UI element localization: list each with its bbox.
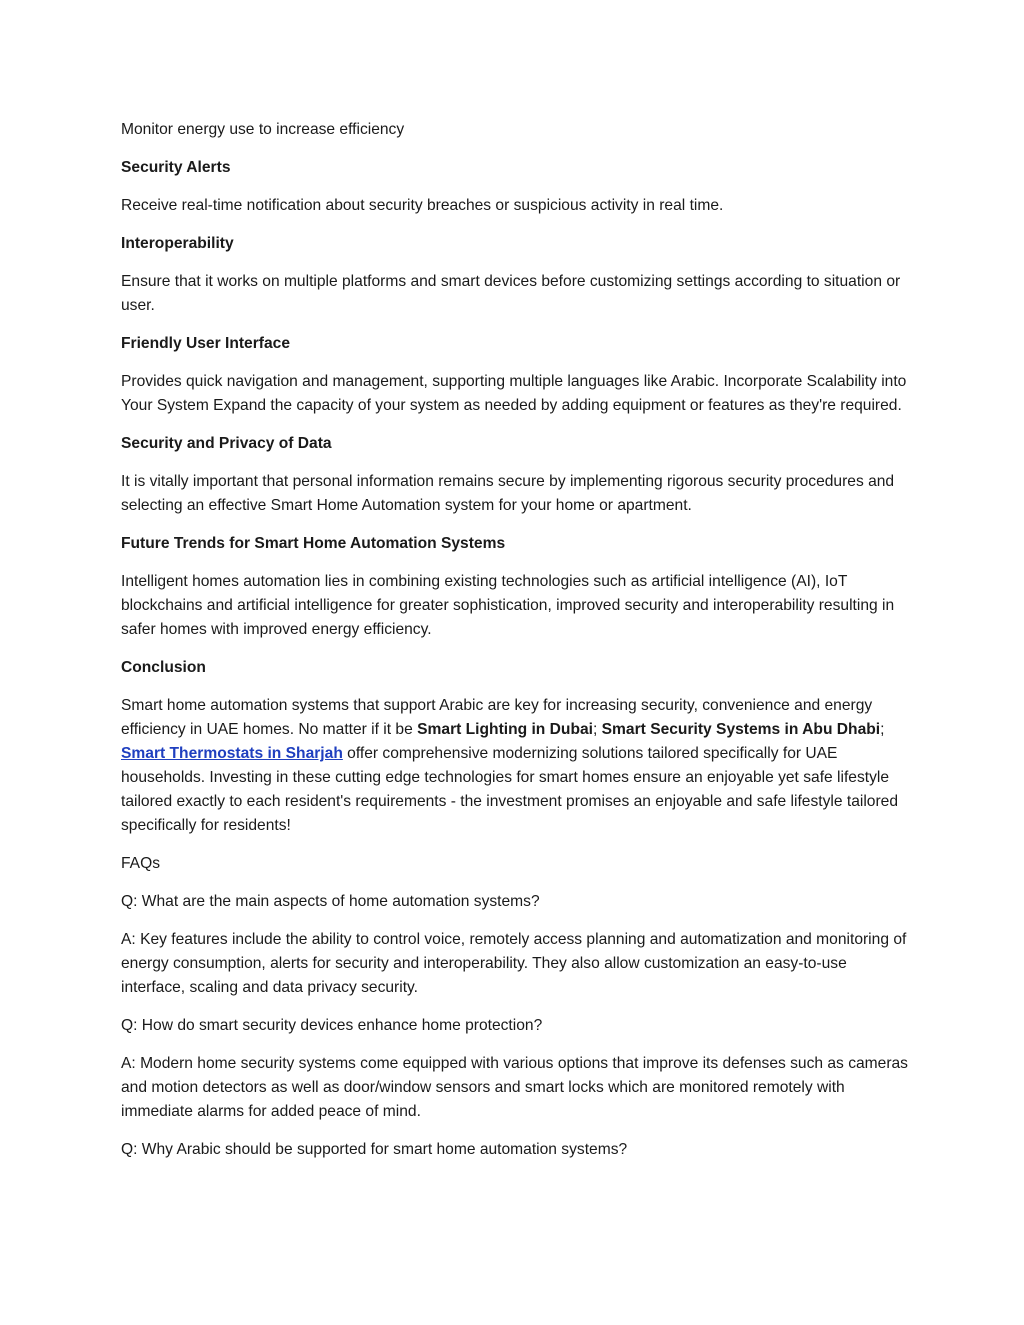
future-trends-heading: Future Trends for Smart Home Automation Systems [121, 535, 506, 552]
future-trends-text: Intelligent homes automation lies in combining existing technologies such as artificial intelligence (AI), IoT blockchains and artificial intelligence for greater sophistication, improved security and interoperability resulting in safer homes with improved energy efficiency. [121, 573, 895, 638]
separator: ; [592, 721, 602, 738]
monitor-energy-text: Monitor energy use to increase efficiency [121, 121, 405, 138]
friendly-ui-text: Provides quick navigation and management, supporting multiple languages like Arabic. Incorporate Scalability into Your System Expand the capacity of your system as needed by adding equipment or features as they're required. [121, 373, 907, 414]
faq-question: Q: Why Arabic should be supported for smart home automation systems? [121, 1141, 628, 1158]
privacy-heading: Security and Privacy of Data [121, 435, 332, 452]
smart-lighting-dubai: Smart Lighting in Dubai [417, 721, 593, 738]
conclusion-text-end: offer comprehensive modernizing solutions tailored specifically for UAE households. Investing in these cutting edge technologies for smart homes ensure an enjoyable yet safe lifestyle tailored exactly to each resident's requirements - the investment promises an enjoyable and safe lifestyle tailored specifically for residents! [121, 745, 899, 834]
conclusion-paragraph [121, 694, 911, 838]
smart-security-abu-dhabi: Smart Security Systems in Abu Dhabi [601, 721, 881, 738]
security-alerts-text: Receive real-time notification about security breaches or suspicious activity in real time. [121, 197, 724, 214]
interoperability-text: Ensure that it works on multiple platforms and smart devices before customizing settings according to situation or user. [121, 273, 901, 314]
smart-thermostats-sharjah-link[interactable]: Smart Thermostats in Sharjah [121, 745, 343, 762]
conclusion-heading: Conclusion [121, 659, 206, 676]
faq-question: Q: How do smart security devices enhance home protection? [121, 1017, 543, 1034]
conclusion-text-start: Smart home automation systems that support Arabic are key for increasing security, convenience and energy efficiency in UAE homes. No matter if it be [121, 697, 873, 738]
security-alerts-heading: Security Alerts [121, 159, 231, 176]
faq-answer: A: Key features include the ability to control voice, remotely access planning and automatization and monitoring of energy consumption, alerts for security and interoperability. They also allow customization an easy-to-use interface, scaling and data privacy security. [121, 931, 907, 996]
faq-answer: A: Modern home security systems come equipped with various options that improve its defenses such as cameras and motion detectors as well as door/window sensors and smart locks which are monitored remotely with immediate alarms for added peace of mind. [121, 1055, 908, 1120]
faq-question: Q: What are the main aspects of home automation systems? [121, 893, 540, 910]
friendly-ui-heading: Friendly User Interface [121, 335, 290, 352]
separator: ; [880, 721, 885, 738]
privacy-text: It is vitally important that personal information remains secure by implementing rigorous security procedures and selecting an effective Smart Home Automation system for your home or apartment. [121, 473, 895, 514]
interoperability-heading: Interoperability [121, 235, 234, 252]
faqs-heading: FAQs [121, 855, 160, 872]
document-page [121, 118, 911, 1176]
